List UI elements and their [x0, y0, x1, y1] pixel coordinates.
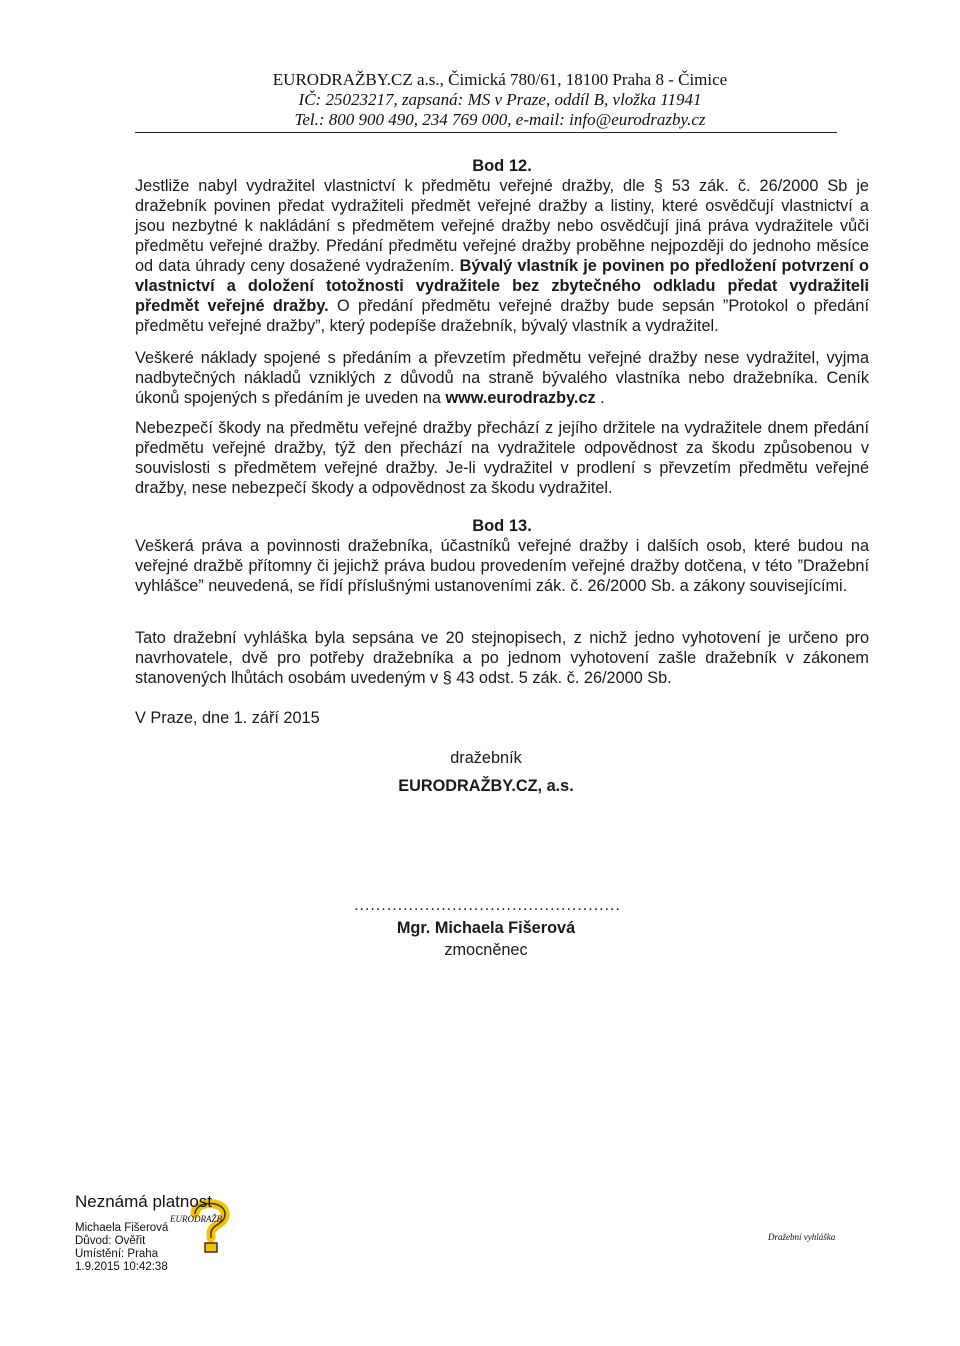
website-link[interactable]: www.eurodrazby.cz — [445, 389, 596, 407]
stamp-reason: Důvod: Ověřit — [75, 1235, 146, 1247]
section-title-bod-13: Bod 13. — [472, 517, 532, 535]
paragraph-text: . — [595, 389, 605, 407]
letterhead-contact: Tel.: 800 900 490, 234 769 000, e-mail: info@eurodrazby.cz — [294, 110, 706, 129]
signatory-company: EURODRAŽBY.CZ, a.s. — [398, 777, 574, 795]
signatory-title: zmocněnec — [444, 941, 528, 959]
paragraph-copies — [135, 628, 869, 688]
paragraph-rights — [135, 536, 869, 596]
stamp-overlay-text: EURODRAŽB — [170, 1214, 222, 1224]
header-divider — [135, 132, 837, 133]
paragraph-text: Tato dražební vyhláška byla sepsána ve 20 stejnopisech, z nichž jedno vyhotovení je určeno pro navrhovatele, dvě pro potřeby dražebníka a po jednom vyhotovení zašle dražebník v zákonem stanovených lhůtách osobám uvedeným v § 43 odst. 5 zák. č. 26/2000 Sb. — [135, 629, 869, 687]
letterhead — [160, 70, 840, 130]
signatory-role: dražebník — [450, 749, 522, 767]
paragraph-costs — [135, 348, 869, 408]
paragraph-text: Veškerá práva a povinnosti dražebníka, účastníků veřejné dražby i dalších osob, které budou na veřejné dražbě přítomny či jejichž práva budou provedením veřejné dražby dotčena, v této ”Dražební vyhlášce” neuvedená, se řídí příslušnými ustanoveními zák. č. 26/2000 Sb. a zákony souvisejícími. — [135, 537, 869, 595]
page-footer: Dražební vyhláška — [768, 1232, 836, 1242]
stamp-location: Umístění: Praha — [75, 1248, 159, 1260]
paragraph-text: Nebezpečí škody na předmětu veřejné dražby přechází z jejího držitele na vydražitele dnem předání předmětu veřejné dražby, týž den přechází na vydražitele odpovědnost za škodu způsobenou v souvislosti s předmětem veřejné dražby. Je-li vydražitel v prodlení s převzetím předmětu veřejné dražby, nese nebezpečí škody a odpovědnost za škodu vydražitel. — [135, 419, 869, 497]
paragraph-text: Veškeré náklady spojené s předáním a převzetím předmětu veřejné dražby nese vydražitel, vyjma nadbytečných nákladů vzniklých z důvodů na straně bývalého vlastníka nebo dražebníka. Ceník úkonů spojených s předáním je uveden na — [135, 349, 869, 407]
stamp-datetime: 1.9.2015 10:42:38 — [75, 1261, 168, 1273]
paragraph-risk — [135, 418, 869, 498]
place-and-date: V Praze, dne 1. září 2015 — [135, 709, 320, 727]
paragraph-text: O předání předmětu veřejné dražby bude sepsán ”Protokol o předání předmětu veřejné dražby”, který podepíše dražebník, bývalý vlastník a vydražitel. — [135, 297, 869, 335]
paragraph-bold-text: Bývalý vlastník je povinen po předložení potvrzení o vlastnictví a doložení totožnosti vydražitele bez zbytečného odkladu předat vydražiteli předmět veřejné dražby. — [135, 257, 869, 315]
stamp-title: Neznámá platnost — [75, 1192, 213, 1211]
signature-line: ................................................. — [354, 897, 621, 914]
paragraph-text: Jestliže nabyl vydražitel vlastnictví k předmětu veřejné dražby, dle § 53 zák. č. 26/2000 Sb je dražebník povinen předat vydražiteli předmět veřejné dražby a listiny, které osvědčují vlastnictví a jsou nezbytné k nakládání s předmětem veřejné dražby nebo osvědčují jiná práva vydražitele vůči předmětu veřejné dražby. Předání předmětu veřejné dražby proběhne nejpozději do jednoho měsíce od data úhrady ceny dosažené vydražením. — [135, 177, 869, 275]
letterhead-registration: IČ: 25023217, zapsaná: MS v Praze, oddíl B, vložka 11941 — [298, 90, 702, 109]
signatory-name: Mgr. Michaela Fišerová — [396, 919, 576, 937]
paragraph-handover — [135, 176, 869, 336]
digital-signature-stamp — [75, 1192, 255, 1272]
letterhead-company: EURODRAŽBY.CZ a.s., Čimická 780/61, 18100 Praha 8 - Čimice — [272, 70, 728, 89]
section-title-bod-12: Bod 12. — [472, 157, 532, 175]
stamp-signer: Michaela Fišerová — [75, 1222, 169, 1234]
